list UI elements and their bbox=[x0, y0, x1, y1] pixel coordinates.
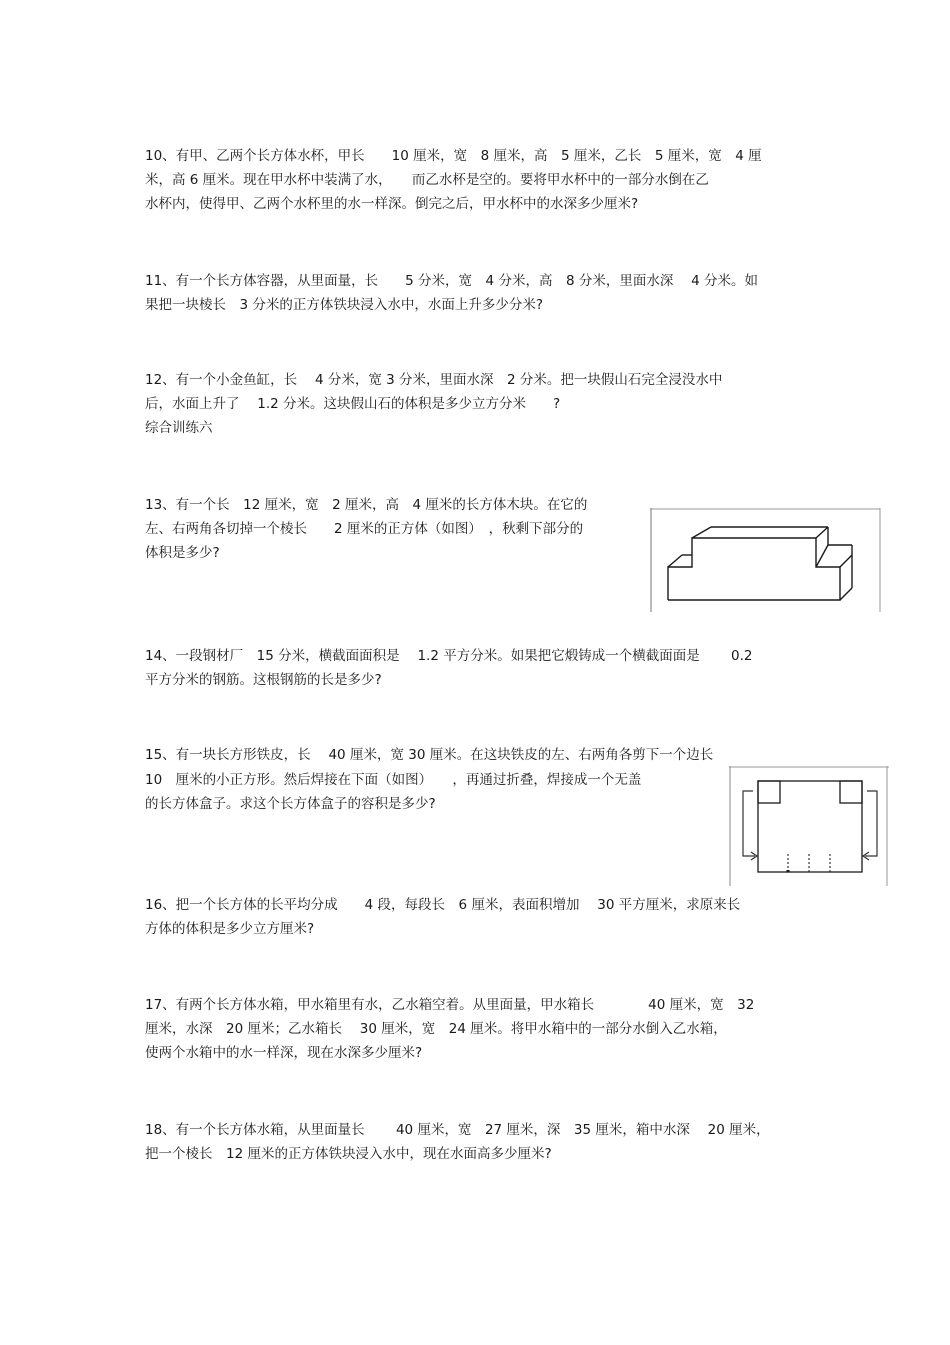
problem-10-line-1: 10、有甲、乙两个长方体水杯，甲长 10 厘米，宽 8 厘米，高 5 厘米，乙长 5 厘米，宽 4 厘 bbox=[145, 148, 762, 164]
problem-18-line-1: 18、有一个长方体水箱，从里面量长 40 厘米，宽 27 厘米，深 35 厘米，箱中水深 20 厘米， bbox=[145, 1122, 770, 1138]
problem-17-line-1: 17、有两个长方体水箱，甲水箱里有水，乙水箱空着。从里面量，甲水箱长 40 厘米，宽 32 bbox=[145, 997, 755, 1013]
problem-12-line-2: 后，水面上升了 1.2 分米。这块假山石的体积是多少立方分米 ? bbox=[145, 396, 561, 412]
stepped-block-figure bbox=[650, 508, 882, 612]
problem-17-line-2: 厘米，水深 20 厘米；乙水箱长 30 厘米，宽 24 厘米。将甲水箱中的一部分水倒入乙水箱， bbox=[145, 1021, 727, 1037]
problem-15-line-3: 的长方体盒子。求这个长方体盒子的容积是多少? bbox=[145, 796, 436, 812]
problem-14-line-2: 平方分米的钢筋。这根钢筋的长是多少? bbox=[145, 672, 382, 688]
problem-17-line-3: 使两个水箱中的水一样深，现在水深多少厘米? bbox=[145, 1045, 423, 1061]
problem-15-line-2: 10 厘米的小正方形。然后焊接在下面（如图） ，再通过折叠，焊接成一个无盖 bbox=[145, 772, 642, 788]
problem-13-line-2: 左、右两角各切掉一个棱长 2 厘米的正方体（如图） ，秋剩下部分的 bbox=[145, 521, 584, 537]
problem-18-line-2: 把一个棱长 12 厘米的正方体铁块浸入水中，现在水面高多少厘米? bbox=[145, 1146, 552, 1162]
problem-15-line-1: 15、有一块长方形铁皮，长 40 厘米，宽 30 厘米。在这块铁皮的左、右两角各剪下一个边长 bbox=[145, 747, 714, 763]
sheet-fold-figure bbox=[729, 766, 889, 886]
problem-11-line-2: 果把一块棱长 3 分米的正方体铁块浸入水中，水面上升多少分米? bbox=[145, 297, 544, 313]
section-heading: 综合训练六 bbox=[145, 420, 213, 436]
problem-11-line-1: 11、有一个长方体容器，从里面量，长 5 分米，宽 4 分米，高 8 分米，里面水深 4 分米。如 bbox=[145, 273, 758, 289]
problem-13-line-3: 体积是多少? bbox=[145, 545, 220, 561]
problem-10-line-2: 米，高 6 厘米。现在甲水杯中装满了水， 而乙水杯是空的。要将甲水杯中的一部分水倒在乙 bbox=[145, 172, 709, 188]
problem-16-line-2: 方体的体积是多少立方厘米? bbox=[145, 921, 315, 937]
problem-12-line-1: 12、有一个小金鱼缸，长 4 分米，宽 3 分米，里面水深 2 分米。把一块假山石完全浸没水中 bbox=[145, 372, 723, 388]
problem-13-line-1: 13、有一个长 12 厘米，宽 2 厘米，高 4 厘米的长方体木块。在它的 bbox=[145, 497, 588, 513]
problem-14-line-1: 14、一段钢材厂 15 分米，横截面面积是 1.2 平方分米。如果把它煅铸成一个横截面面是 0.2 bbox=[145, 648, 753, 664]
problem-10-line-3: 水杯内，使得甲、乙两个水杯里的水一样深。倒完之后，甲水杯中的水深多少厘米? bbox=[145, 196, 639, 212]
problem-16-line-1: 16、把一个长方体的长平均分成 4 段，每段长 6 厘米，表面积增加 30 平方厘米，求原来长 bbox=[145, 897, 741, 913]
